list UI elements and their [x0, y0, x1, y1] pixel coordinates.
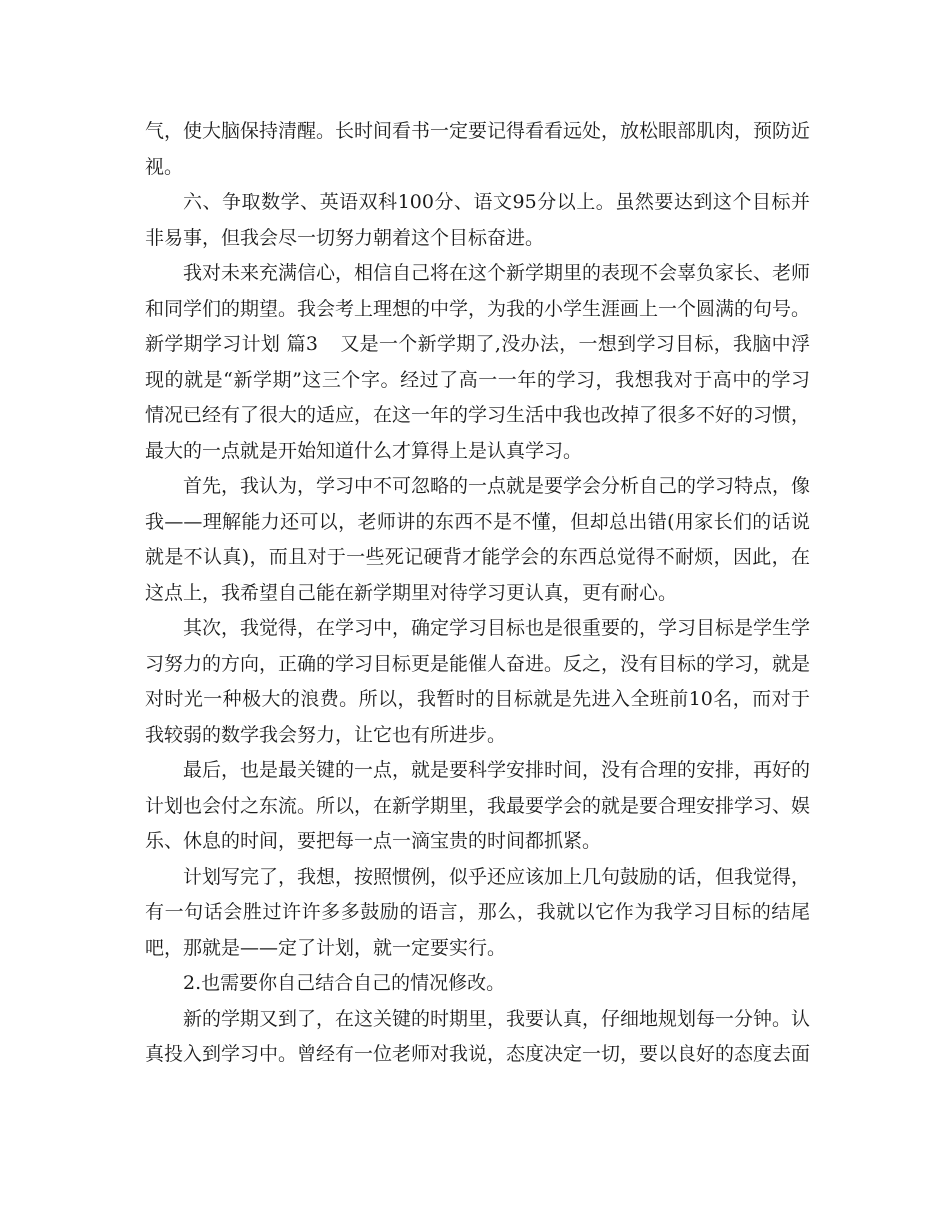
paragraph: 新的学期又到了，在这关键的时期里，我要认真，仔细地规划每一分钟。认真投入到学习中。曾经有一位老师对我说，态度决定一切，要以良好的态度去面 [145, 1007, 811, 1065]
paragraph: 计划写完了，我想，按照惯例，似乎还应该加上几句鼓励的话，但我觉得，有一句话会胜过许许多多鼓励的语言，那么，我就以它作为我学习目标的结尾吧，那就是——定了计划，就一定要实行。 [145, 865, 811, 959]
paragraph-with-heading [145, 327, 810, 469]
document-body [145, 114, 810, 1073]
paragraph: 六、争取数学、英语双科100分、语文95分以上。虽然要达到这个目标并非易事，但我会尽一切努力朝着这个目标奋进。 [145, 191, 810, 249]
paragraph: 其次，我觉得，在学习中，确定学习目标也是很重要的，学习目标是学生学习努力的方向，正确的学习目标更是能催人奋进。反之，没有目标的学习，就是对时光一种极大的浪费。所以，我暂时的目标就是先进入全班前10名，而对于我较弱的数学我会努力，让它也有所进步。 [145, 617, 811, 746]
paragraph: 首先，我认为，学习中不可忽略的一点就是要学会分析自己的学习特点，像我——理解能力还可以，老师讲的东西不是不懂，但却总出错(用家长们的话说就是不认真)，而且对于一些死记硬背才能学会的东西总觉得不耐烦，因此，在这点上，我希望自己能在新学期里对待学习更认真，更有耐心。 [145, 475, 811, 604]
paragraph-text: 又是一个新学期了,没办法，一想到学习目标，我脑中浮现的就是“新学期”这三个字。经过了高一一年的学习，我想我对于高中的学习情况已经有了很大的适应，在这一年的学习生活中我也改掉了很多不好的习惯，最大的一点就是开始知道什么才算得上是认真学习。 [145, 333, 811, 462]
paragraph: 2.也需要你自己结合自己的情况修改。 [183, 972, 506, 994]
section-heading: 新学期学习计划 篇3 [145, 333, 318, 355]
paragraph: 气，使大脑保持清醒。长时间看书一定要记得看看远处，放松眼部肌肉，预防近视。 [145, 120, 811, 178]
paragraph: 最后，也是最关键的一点，就是要科学安排时间，没有合理的安排，再好的计划也会付之东流。所以，在新学期里，我最要学会的就是要合理安排学习、娱乐、休息的时间，要把每一点一滴宝贵的时间都抓紧。 [145, 759, 811, 852]
paragraph: 我对未来充满信心，相信自己将在这个新学期里的表现不会辜负家长、老师和同学们的期望。我会考上理想的中学，为我的小学生涯画上一个圆满的句号。 [145, 262, 811, 320]
